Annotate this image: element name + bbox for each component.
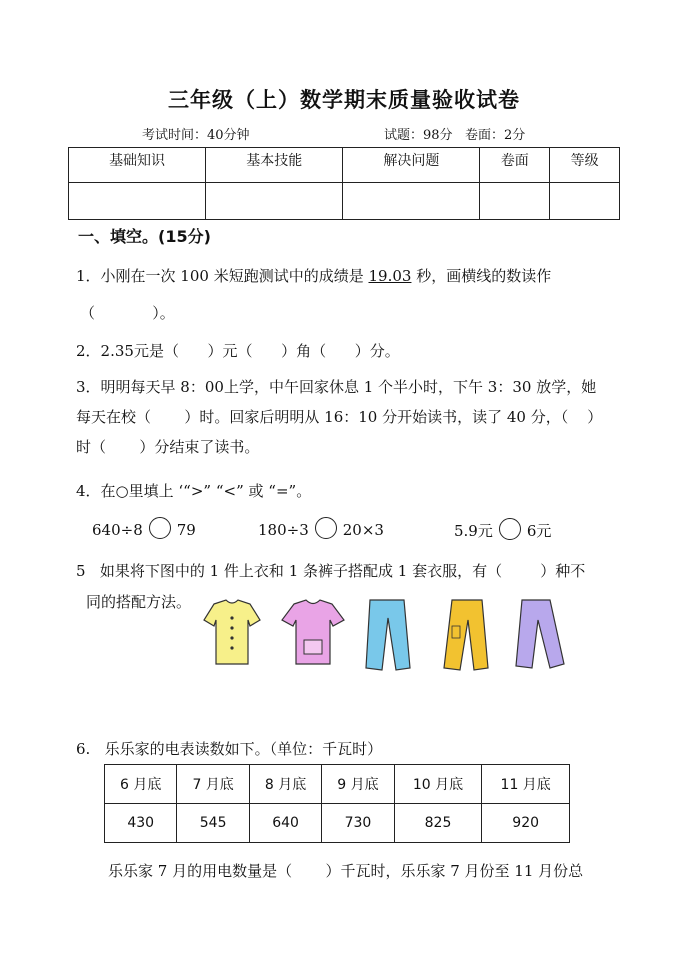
question-text: 1．小刚在一次 100 米短跑测试中的成绩是	[76, 267, 364, 285]
section-heading: 一、填空。(15分)	[78, 227, 211, 246]
score-header-cell: 基础知识	[69, 148, 206, 183]
compare-circle[interactable]	[499, 518, 521, 540]
reading-cell: 825	[394, 804, 482, 843]
question-3-line1: 3．明明每天早 8：00上学，中午回家休息 1 个半小时，下午 3：30 放学，她	[76, 378, 597, 396]
score-header-cell: 等级	[550, 148, 620, 183]
score-cell	[343, 183, 480, 220]
compare-circle[interactable]	[149, 517, 171, 539]
clothing-illustration	[200, 596, 580, 676]
score-header-cell: 基本技能	[206, 148, 343, 183]
compare-item	[92, 520, 196, 542]
reading-cell: 640	[249, 804, 321, 843]
question-text: 秒，画横线的数读作	[416, 267, 552, 285]
exam-time: 考试时间：40分钟	[142, 128, 250, 143]
page-title: 三年级（上）数学期末质量验收试卷	[168, 88, 520, 112]
question-4-title: 4．在○里填上 ‘“>” “<” 或 “=”。	[76, 482, 312, 500]
score-cell	[550, 183, 620, 220]
pants-orange-icon	[444, 600, 488, 670]
score-info: 试题：98分 卷面：2分	[384, 128, 526, 143]
compare-right: 20×3	[342, 521, 384, 539]
compare-left: 5.9元	[454, 522, 493, 540]
pants-blue-icon	[366, 600, 410, 670]
compare-right: 6元	[526, 522, 552, 540]
question-5-line2: 同的搭配方法。	[86, 593, 192, 611]
electricity-table	[104, 764, 570, 843]
compare-item	[258, 520, 384, 542]
month-cell: 8 月底	[249, 765, 321, 804]
compare-circle[interactable]	[315, 517, 337, 539]
compare-item	[454, 520, 551, 543]
shirt-yellow-icon	[204, 600, 260, 664]
underlined-number: 19.03	[368, 267, 412, 285]
question-1	[76, 265, 551, 286]
question-3-line3: 时（ ）分结束了读书。	[76, 438, 260, 456]
reading-cell: 730	[322, 804, 394, 843]
score-header-cell: 卷面	[480, 148, 550, 183]
question-3-line2: 每天在校（ ）时。回家后明明从 16：10 分开始读书，读了 40 分，（ ）	[76, 408, 603, 426]
reading-cell: 920	[482, 804, 570, 843]
month-cell: 6 月底	[105, 765, 177, 804]
month-cell: 11 月底	[482, 765, 570, 804]
compare-left: 640÷8	[92, 521, 143, 539]
score-header-cell: 解决问题	[343, 148, 480, 183]
month-cell: 9 月底	[322, 765, 394, 804]
shirt-pink-icon	[282, 600, 344, 664]
score-table	[68, 147, 620, 220]
reading-cell: 545	[177, 804, 249, 843]
question-2: 2．2.35元是（ ）元（ ）角（ ）分。	[76, 342, 400, 360]
compare-right: 79	[176, 521, 196, 539]
question-1-blank: （ ）。	[80, 304, 175, 322]
month-cell: 7 月底	[177, 765, 249, 804]
score-cell	[480, 183, 550, 220]
question-6-footer: 乐乐家 7 月的用电数量是（ ）千瓦时，乐乐家 7 月份至 11 月份总	[108, 862, 584, 880]
question-6-title: 6. 乐乐家的电表读数如下。（单位：千瓦时）	[76, 740, 383, 758]
score-cell	[69, 183, 206, 220]
pants-purple-icon	[516, 600, 564, 668]
score-cell	[206, 183, 343, 220]
compare-left: 180÷3	[258, 521, 309, 539]
question-5-line1: 5 如果将下图中的 1 件上衣和 1 条裤子搭配成 1 套衣服，有（ ）种不	[76, 562, 586, 580]
month-cell: 10 月底	[394, 765, 482, 804]
reading-cell: 430	[105, 804, 177, 843]
